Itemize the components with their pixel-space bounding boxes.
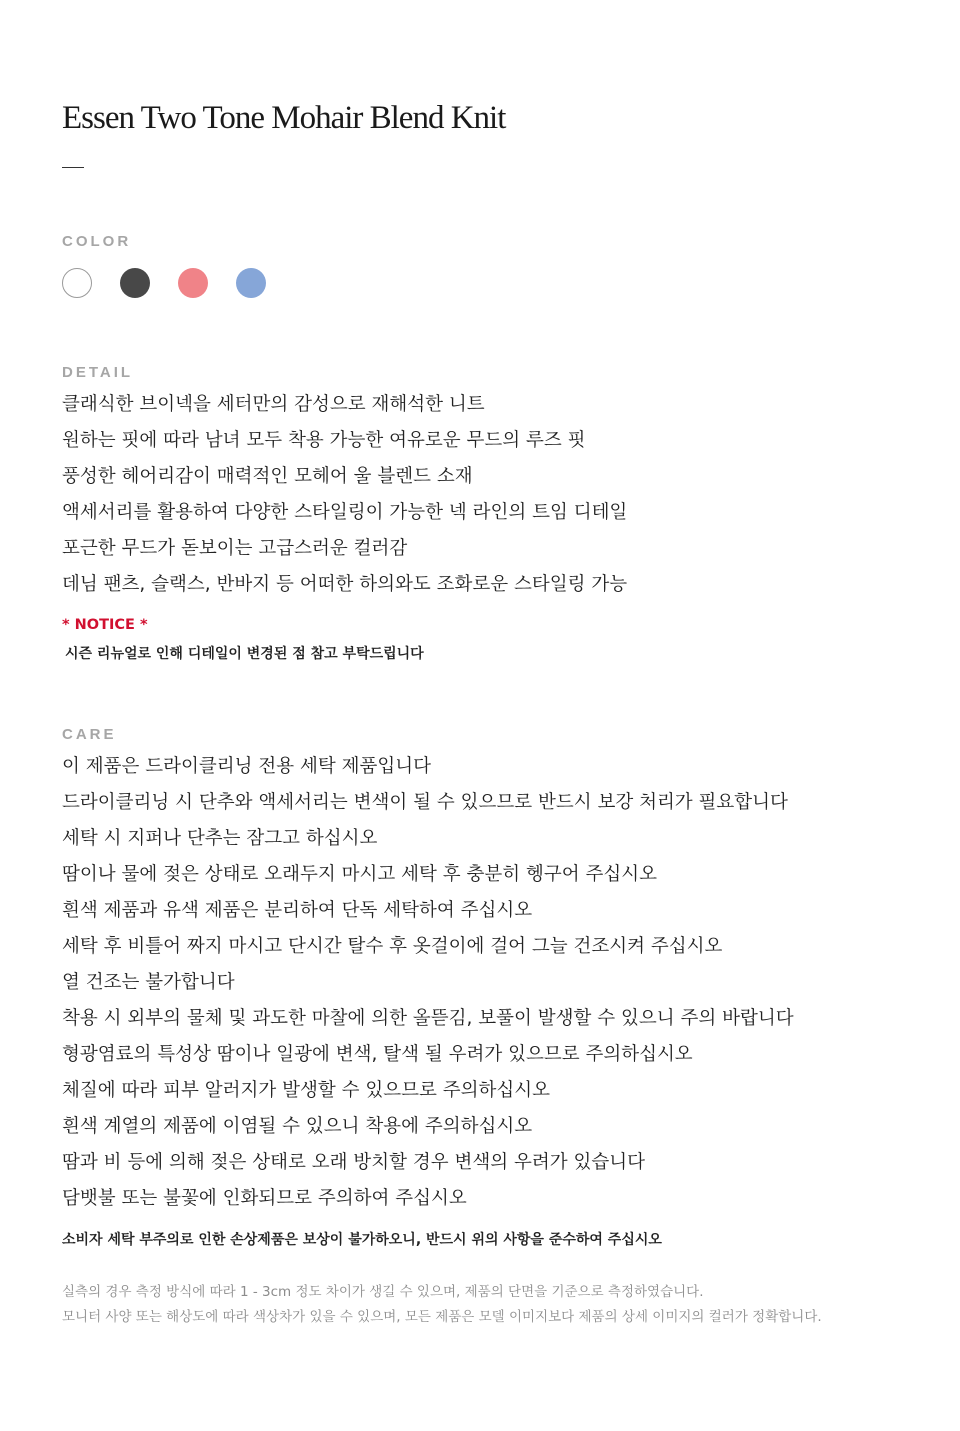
color-swatch-charcoal[interactable] — [120, 268, 150, 298]
detail-list — [62, 387, 627, 603]
care-list — [62, 749, 794, 1217]
care-line: 땀이나 물에 젖은 상태로 오래두지 마시고 세탁 후 충분히 헹구어 주십시오 — [62, 864, 657, 885]
color-swatch-pink[interactable] — [178, 268, 208, 298]
detail-line: 클래식한 브이넥을 세터만의 감성으로 재해석한 니트 — [62, 394, 485, 415]
care-line: 체질에 따라 피부 알러지가 발생할 수 있으므로 주의하십시오 — [62, 1080, 550, 1101]
product-title: Essen Two Tone Mohair Blend Knit — [62, 100, 506, 136]
detail-line: 데님 팬츠, 슬랙스, 반바지 등 어떠한 하의와도 조화로운 스타일링 가능 — [62, 574, 628, 595]
care-line: 흰색 제품과 유색 제품은 분리하여 단독 세탁하여 주십시오 — [62, 900, 533, 921]
detail-line: 원하는 핏에 따라 남녀 모두 착용 가능한 여유로운 무드의 루즈 핏 — [62, 430, 586, 451]
notice-title: * NOTICE * — [62, 617, 148, 633]
detail-line: 액세서리를 활용하여 다양한 스타일링이 가능한 넥 라인의 트임 디테일 — [62, 502, 628, 523]
care-line: 착용 시 외부의 물체 및 과도한 마찰에 의한 올뜯김, 보풀이 발생할 수 있으니 주의 바랍니다 — [62, 1008, 794, 1029]
care-line: 이 제품은 드라이클리닝 전용 세탁 제품입니다 — [62, 756, 431, 777]
care-line: 땀과 비 등에 의해 젖은 상태로 오래 방치할 경우 변색의 우려가 있습니다 — [62, 1152, 645, 1173]
care-line: 열 건조는 불가합니다 — [62, 972, 235, 993]
care-line: 드라이클리닝 시 단추와 액세서리는 변색이 될 수 있으므로 반드시 보강 처리가 필요합니다 — [62, 792, 788, 813]
care-section-label: CARE — [62, 726, 117, 743]
color-swatch-blue[interactable] — [236, 268, 266, 298]
care-line: 흰색 계열의 제품에 이염될 수 있으니 착용에 주의하십시오 — [62, 1116, 533, 1137]
care-line: 세탁 후 비틀어 짜지 마시고 단시간 탈수 후 옷걸이에 걸어 그늘 건조시켜 주십시오 — [62, 936, 723, 957]
color-section-label: COLOR — [62, 233, 132, 250]
care-warning: 소비자 세탁 부주의로 인한 손상제품은 보상이 불가하오니, 반드시 위의 사항을 준수하여 주십시오 — [62, 1232, 662, 1248]
detail-line: 풍성한 헤어리감이 매력적인 모헤어 울 블렌드 소재 — [62, 466, 473, 487]
care-line: 세탁 시 지퍼나 단추는 잠그고 하십시오 — [62, 828, 378, 849]
color-swatch-list — [62, 268, 266, 298]
notice-text: 시즌 리뉴얼로 인해 디테일이 변경된 점 참고 부탁드립니다 — [65, 646, 424, 662]
title-divider — [62, 167, 84, 168]
care-line: 형광염료의 특성상 땀이나 일광에 변색, 탈색 될 우려가 있으므로 주의하십시오 — [62, 1044, 693, 1065]
footnote-measurement: 실측의 경우 측정 방식에 따라 1 - 3cm 정도 차이가 생길 수 있으며, 제품의 단면을 기준으로 측정하였습니다. — [62, 1284, 704, 1300]
detail-line: 포근한 무드가 돋보이는 고급스러운 컬러감 — [62, 538, 408, 559]
color-swatch-white[interactable] — [62, 268, 92, 298]
detail-section-label: DETAIL — [62, 364, 134, 381]
care-line: 담뱃불 또는 불꽃에 인화되므로 주의하여 주십시오 — [62, 1188, 467, 1209]
footnote-color-accuracy: 모니터 사양 또는 해상도에 따라 색상차가 있을 수 있으며, 모든 제품은 모델 이미지보다 제품의 상세 이미지의 컬러가 정확합니다. — [62, 1309, 822, 1325]
